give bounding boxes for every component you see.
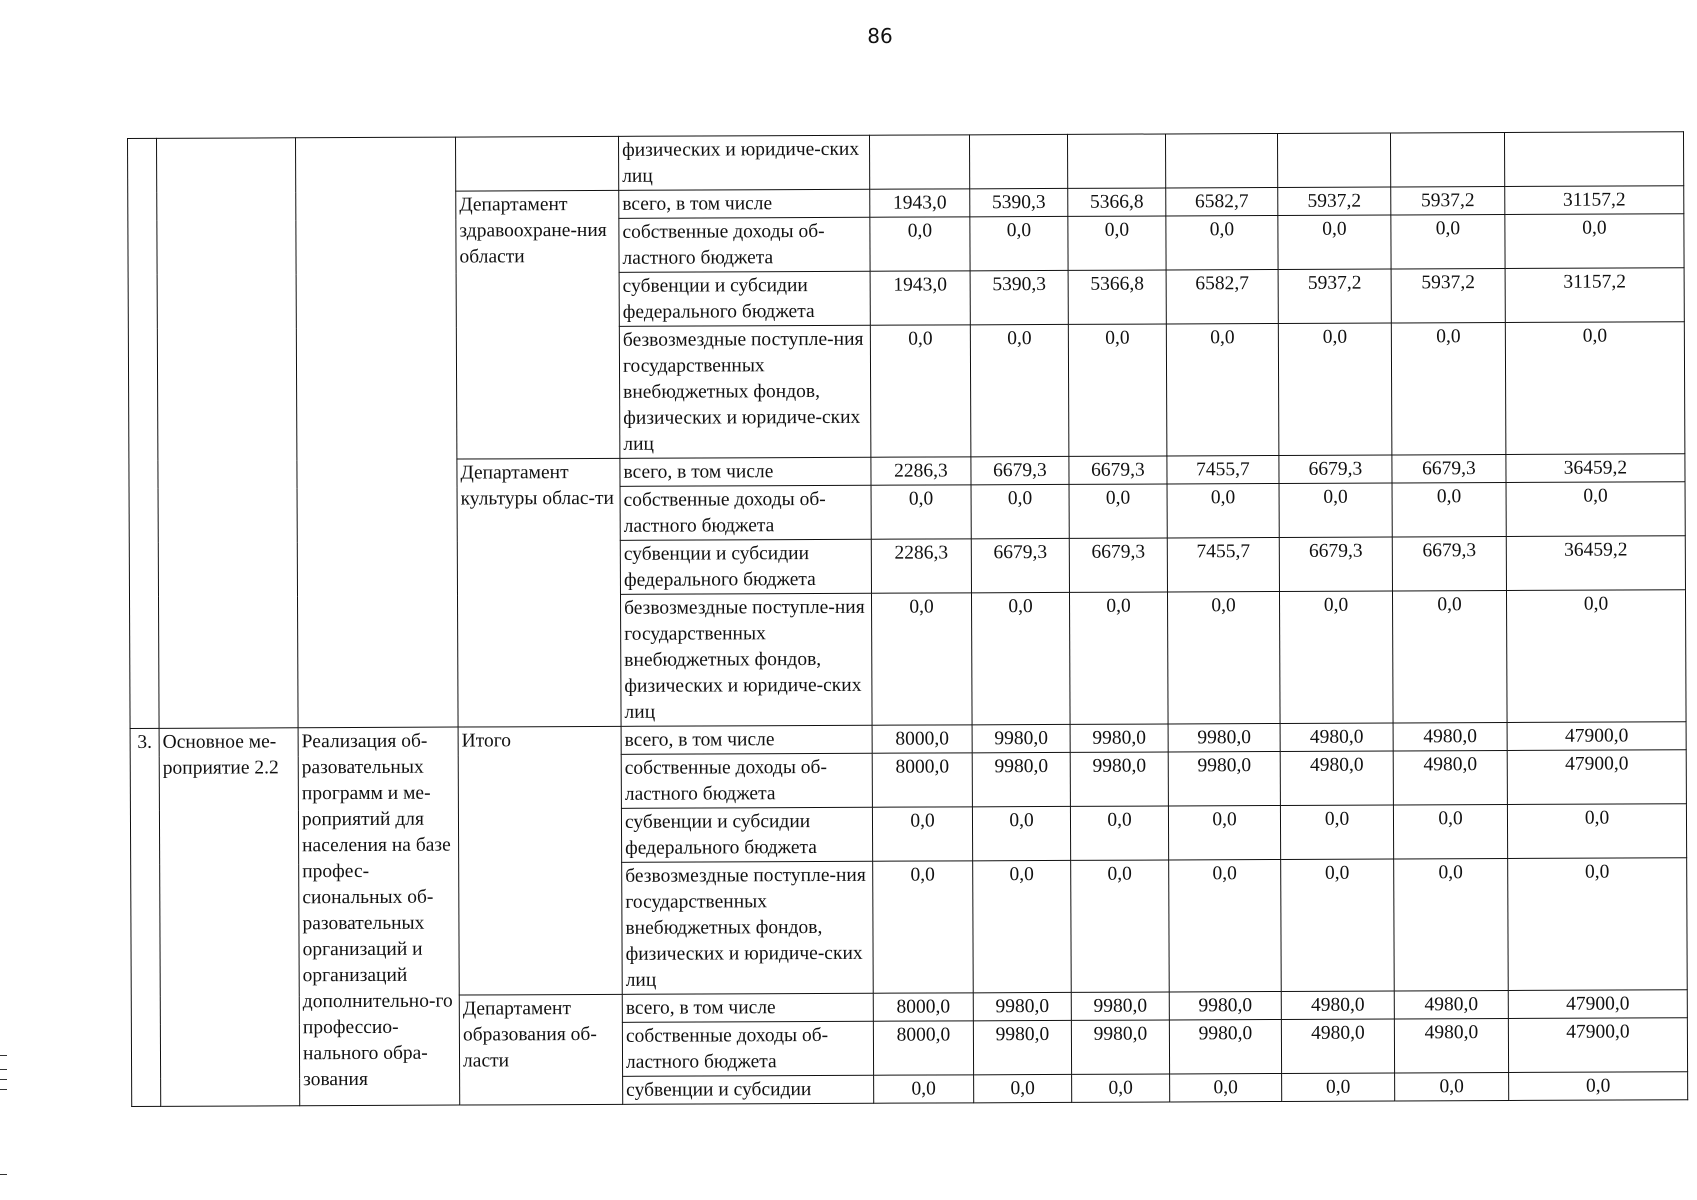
value-cell: 0,0 (1395, 1072, 1509, 1100)
value-cell: 0,0 (1068, 324, 1167, 456)
value-cell: 0,0 (1505, 214, 1684, 269)
value-cell: 5937,2 (1391, 186, 1505, 214)
value-cell: 6679,3 (1392, 454, 1506, 482)
value-cell: 8000,0 (872, 725, 972, 753)
empty-name-cell (157, 138, 299, 729)
row-description: собственные доходы об-ластного бюджета (620, 485, 871, 540)
value-cell: 0,0 (1391, 322, 1506, 454)
empty-index-cell (128, 138, 160, 728)
value-cell: 0,0 (1282, 1073, 1395, 1101)
value-cell: 0,0 (1169, 859, 1282, 991)
value-cell: 0,0 (1507, 804, 1686, 859)
value-cell: 0,0 (1505, 322, 1685, 455)
value-cell: 5937,2 (1278, 269, 1391, 323)
value-cell: 7455,7 (1167, 455, 1279, 483)
value-cell: 0,0 (1167, 483, 1279, 537)
row-description: всего, в том числе (621, 725, 872, 754)
value-cell: 4980,0 (1281, 1019, 1394, 1073)
value-cell: 0,0 (1170, 1073, 1282, 1101)
value-cell: 0,0 (1070, 806, 1168, 860)
value-cell: 6679,3 (1392, 536, 1506, 590)
value-cell: 5937,2 (1278, 187, 1391, 215)
value-cell: 0,0 (1392, 590, 1507, 722)
row-description: безвозмездные поступле-ния государственных внебюджетных фондов, физических и юридиче-ских лиц (620, 593, 872, 726)
row-description: собственные доходы об-ластного бюджета (621, 753, 872, 808)
row-description: физических и юридиче-ских лиц (618, 135, 869, 190)
value-cell: 9980,0 (1168, 723, 1280, 751)
row-description: субвенции и субсидии федерального бюджета (620, 539, 871, 594)
value-cell: 0,0 (1069, 484, 1167, 538)
value-cell: 36459,2 (1506, 454, 1685, 483)
scan-edge-mark (0, 1089, 7, 1090)
value-cell: 1943,0 (870, 271, 970, 325)
value-cell: 4980,0 (1280, 751, 1393, 805)
value-cell: 0,0 (1393, 804, 1507, 858)
value-cell: 4980,0 (1394, 990, 1508, 1018)
value-cell (1277, 133, 1390, 187)
value-cell: 0,0 (1166, 323, 1279, 455)
value-cell: 0,0 (1394, 858, 1509, 990)
scan-edge-mark (0, 1079, 7, 1080)
value-cell: 9980,0 (972, 752, 1070, 806)
value-cell: 6582,7 (1166, 269, 1278, 323)
value-cell: 0,0 (1508, 858, 1688, 991)
value-cell (1390, 132, 1504, 186)
value-cell (1165, 133, 1277, 187)
value-cell: 0,0 (1278, 323, 1392, 455)
value-cell: 5366,8 (1068, 188, 1166, 216)
value-cell: 8000,0 (873, 1021, 973, 1075)
value-cell: 0,0 (1506, 482, 1685, 537)
row-description: собственные доходы об-ластного бюджета (619, 217, 870, 272)
value-cell: 9980,0 (972, 724, 1070, 752)
row-description: всего, в том числе (622, 993, 873, 1022)
value-cell: 6679,3 (1279, 537, 1392, 591)
value-cell: 4980,0 (1393, 750, 1507, 804)
item-name: Основное ме-роприятие 2.2 (159, 728, 300, 1107)
empty-department-cell (455, 136, 618, 191)
scan-edge-mark (0, 1069, 7, 1070)
value-cell: 6679,3 (1069, 538, 1167, 592)
value-cell: 9980,0 (973, 1020, 1071, 1074)
value-cell (869, 135, 969, 189)
value-cell: 8000,0 (872, 753, 972, 807)
value-cell: 0,0 (1279, 591, 1393, 723)
value-cell: 2286,3 (871, 539, 971, 593)
value-cell: 0,0 (1509, 1072, 1688, 1101)
empty-description-cell (296, 137, 459, 728)
value-cell: 9980,0 (1169, 991, 1281, 1019)
budget-table (127, 131, 1688, 1107)
value-cell: 0,0 (870, 217, 970, 271)
value-cell: 0,0 (1281, 859, 1395, 991)
value-cell: 0,0 (1392, 482, 1506, 536)
value-cell: 9980,0 (1070, 752, 1168, 806)
value-cell: 4980,0 (1280, 723, 1393, 751)
value-cell: 0,0 (1166, 215, 1278, 269)
value-cell: 9980,0 (1070, 724, 1168, 752)
value-cell: 0,0 (1391, 214, 1505, 268)
value-cell: 9980,0 (1071, 1020, 1169, 1074)
value-cell: 8000,0 (873, 993, 973, 1021)
value-cell (1067, 134, 1165, 188)
value-cell: 31157,2 (1505, 268, 1684, 323)
value-cell: 9980,0 (1168, 751, 1280, 805)
value-cell: 9980,0 (1071, 992, 1169, 1020)
value-cell: 0,0 (1167, 591, 1280, 723)
value-cell: 0,0 (872, 807, 972, 861)
value-cell: 47900,0 (1508, 1018, 1687, 1073)
value-cell: 0,0 (1506, 590, 1686, 723)
department-cell: Департамент здравоохране-ния области (456, 190, 620, 459)
value-cell: 6679,3 (1279, 455, 1392, 483)
value-cell: 0,0 (974, 1074, 1072, 1102)
department-cell: Итого (458, 726, 622, 995)
page-number: 86 (867, 24, 893, 48)
value-cell: 31157,2 (1505, 186, 1684, 215)
value-cell: 6679,3 (971, 538, 1069, 592)
value-cell: 0,0 (873, 861, 974, 993)
value-cell: 0,0 (970, 216, 1068, 270)
scan-edge-mark (0, 1174, 7, 1175)
value-cell: 0,0 (1072, 1074, 1170, 1102)
value-cell: 0,0 (970, 324, 1069, 456)
row-description: собственные доходы об-ластного бюджета (622, 1021, 873, 1076)
value-cell: 0,0 (1168, 805, 1280, 859)
row-description: субвенции и субсидии (623, 1075, 874, 1104)
value-cell: 0,0 (871, 485, 971, 539)
value-cell: 6679,3 (971, 456, 1069, 484)
value-cell: 7455,7 (1167, 537, 1279, 591)
value-cell: 0,0 (972, 806, 1070, 860)
value-cell: 0,0 (971, 484, 1069, 538)
value-cell (1504, 132, 1683, 187)
row-description: безвозмездные поступле-ния государственных внебюджетных фондов, физических и юридиче-ских лиц (619, 325, 871, 458)
value-cell: 0,0 (1069, 592, 1168, 724)
row-description: безвозмездные поступле-ния государственных внебюджетных фондов, физических и юридиче-ских лиц (622, 861, 874, 994)
value-cell: 9980,0 (973, 992, 1071, 1020)
value-cell: 0,0 (1280, 805, 1393, 859)
row-description: всего, в том числе (619, 189, 870, 218)
value-cell: 6679,3 (1069, 456, 1167, 484)
value-cell (969, 134, 1067, 188)
value-cell: 36459,2 (1506, 536, 1685, 591)
value-cell: 0,0 (1278, 215, 1391, 269)
value-cell: 5366,8 (1068, 270, 1166, 324)
value-cell: 0,0 (1279, 483, 1392, 537)
value-cell: 5390,3 (970, 188, 1068, 216)
value-cell: 0,0 (874, 1075, 974, 1103)
department-cell: Департамент культуры облас-ти (457, 458, 621, 727)
table-body (128, 132, 1688, 1107)
row-description: субвенции и субсидии федерального бюджета (621, 807, 872, 862)
row-description: субвенции и субсидии федерального бюджета (619, 271, 870, 326)
value-cell: 4980,0 (1281, 991, 1394, 1019)
row-description: всего, в том числе (620, 457, 871, 486)
value-cell: 47900,0 (1508, 990, 1687, 1019)
value-cell: 5390,3 (970, 270, 1068, 324)
value-cell: 0,0 (1068, 216, 1166, 270)
value-cell: 5937,2 (1391, 268, 1505, 322)
value-cell: 47900,0 (1507, 722, 1686, 751)
value-cell: 6582,7 (1166, 187, 1278, 215)
table-row (128, 132, 1684, 193)
value-cell: 4980,0 (1393, 722, 1507, 750)
scan-edge-mark (0, 1055, 7, 1056)
value-cell: 0,0 (871, 593, 972, 725)
item-description: Реализация об-разовательных программ и ме-роприятий для населения на базе профес-сиональных об-разовательных организаций и организаций дополнительно-го профессио-нального обра-зования (298, 727, 460, 1106)
department-cell: Департамент образования об-ласти (459, 994, 622, 1105)
value-cell: 0,0 (870, 325, 971, 457)
value-cell: 0,0 (971, 592, 1070, 724)
value-cell: 4980,0 (1394, 1018, 1508, 1072)
item-number: 3. (130, 728, 161, 1106)
value-cell: 0,0 (973, 860, 1072, 992)
value-cell: 9980,0 (1169, 1019, 1281, 1073)
value-cell: 1943,0 (870, 189, 970, 217)
value-cell: 2286,3 (871, 457, 971, 485)
value-cell: 47900,0 (1507, 750, 1686, 805)
value-cell: 0,0 (1071, 860, 1170, 992)
